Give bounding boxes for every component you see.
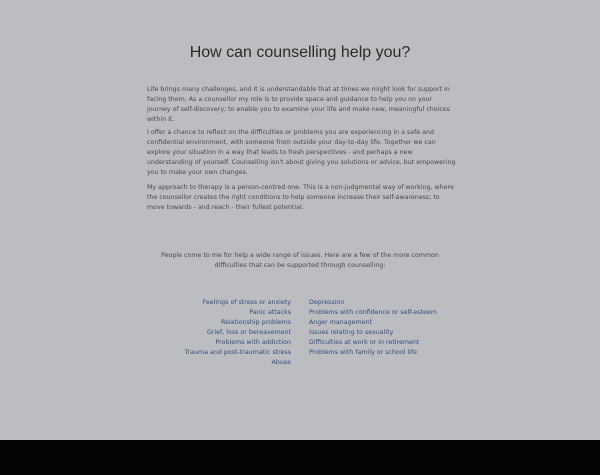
intro-paragraph: Life brings many challenges, and it is understandable that at times we might look for support in facing them. As a counsellor my role is to provide space and guidance to help you on your journey of self-discovery; to enable you to examine your life and make new, meaningful choices within it. [147, 86, 450, 123]
issue-item: Panic attacks [249, 309, 291, 316]
issue-item: Difficulties at work or in retirement [309, 339, 420, 346]
footer-bar [0, 440, 600, 475]
approach-paragraph: My approach to therapy is a person-centred one. This is a non-judgmental way of working, where the counsellor creates the right conditions to help someone increase their self-awareness; to move towards - and reach - their fullest potential. [147, 184, 454, 211]
issue-item: Problems with family or school life [309, 349, 418, 356]
issue-item: Grief, loss or bereavement [206, 329, 291, 336]
page-title: How can counselling help you? [189, 44, 411, 61]
issue-item: Abuse [271, 359, 291, 366]
issues-list-right [309, 298, 469, 358]
issue-item: Trauma and post-traumatic stress [184, 349, 291, 356]
issues-list-left [150, 298, 291, 368]
issue-item: Depression [309, 299, 345, 306]
issue-item: Anger management [309, 319, 372, 326]
issue-item: Issues relating to sexuality [309, 329, 394, 336]
issues-intro: People come to me for help a wide range of issues. Here are a few of the more common difficulties that can be supported through counselling: [161, 252, 439, 269]
offer-paragraph: I offer a chance to reflect on the difficulties or problems you are experiencing in a safe and confidential environment, with someone from outside your day-to-day life. Together we can explore your situation in a way that leads to fresh perspectives - and perhaps a new understanding of yourself. Counselling isn't about giving you solutions or advice, but empowering you to make your own changes. [147, 129, 456, 176]
issue-item: Problems with confidence or self-esteem [309, 309, 437, 316]
issue-item: Problems with addiction [215, 339, 291, 346]
issue-item: Feelings of stress or anxiety [202, 299, 291, 306]
issue-item: Relationship problems [221, 319, 291, 326]
